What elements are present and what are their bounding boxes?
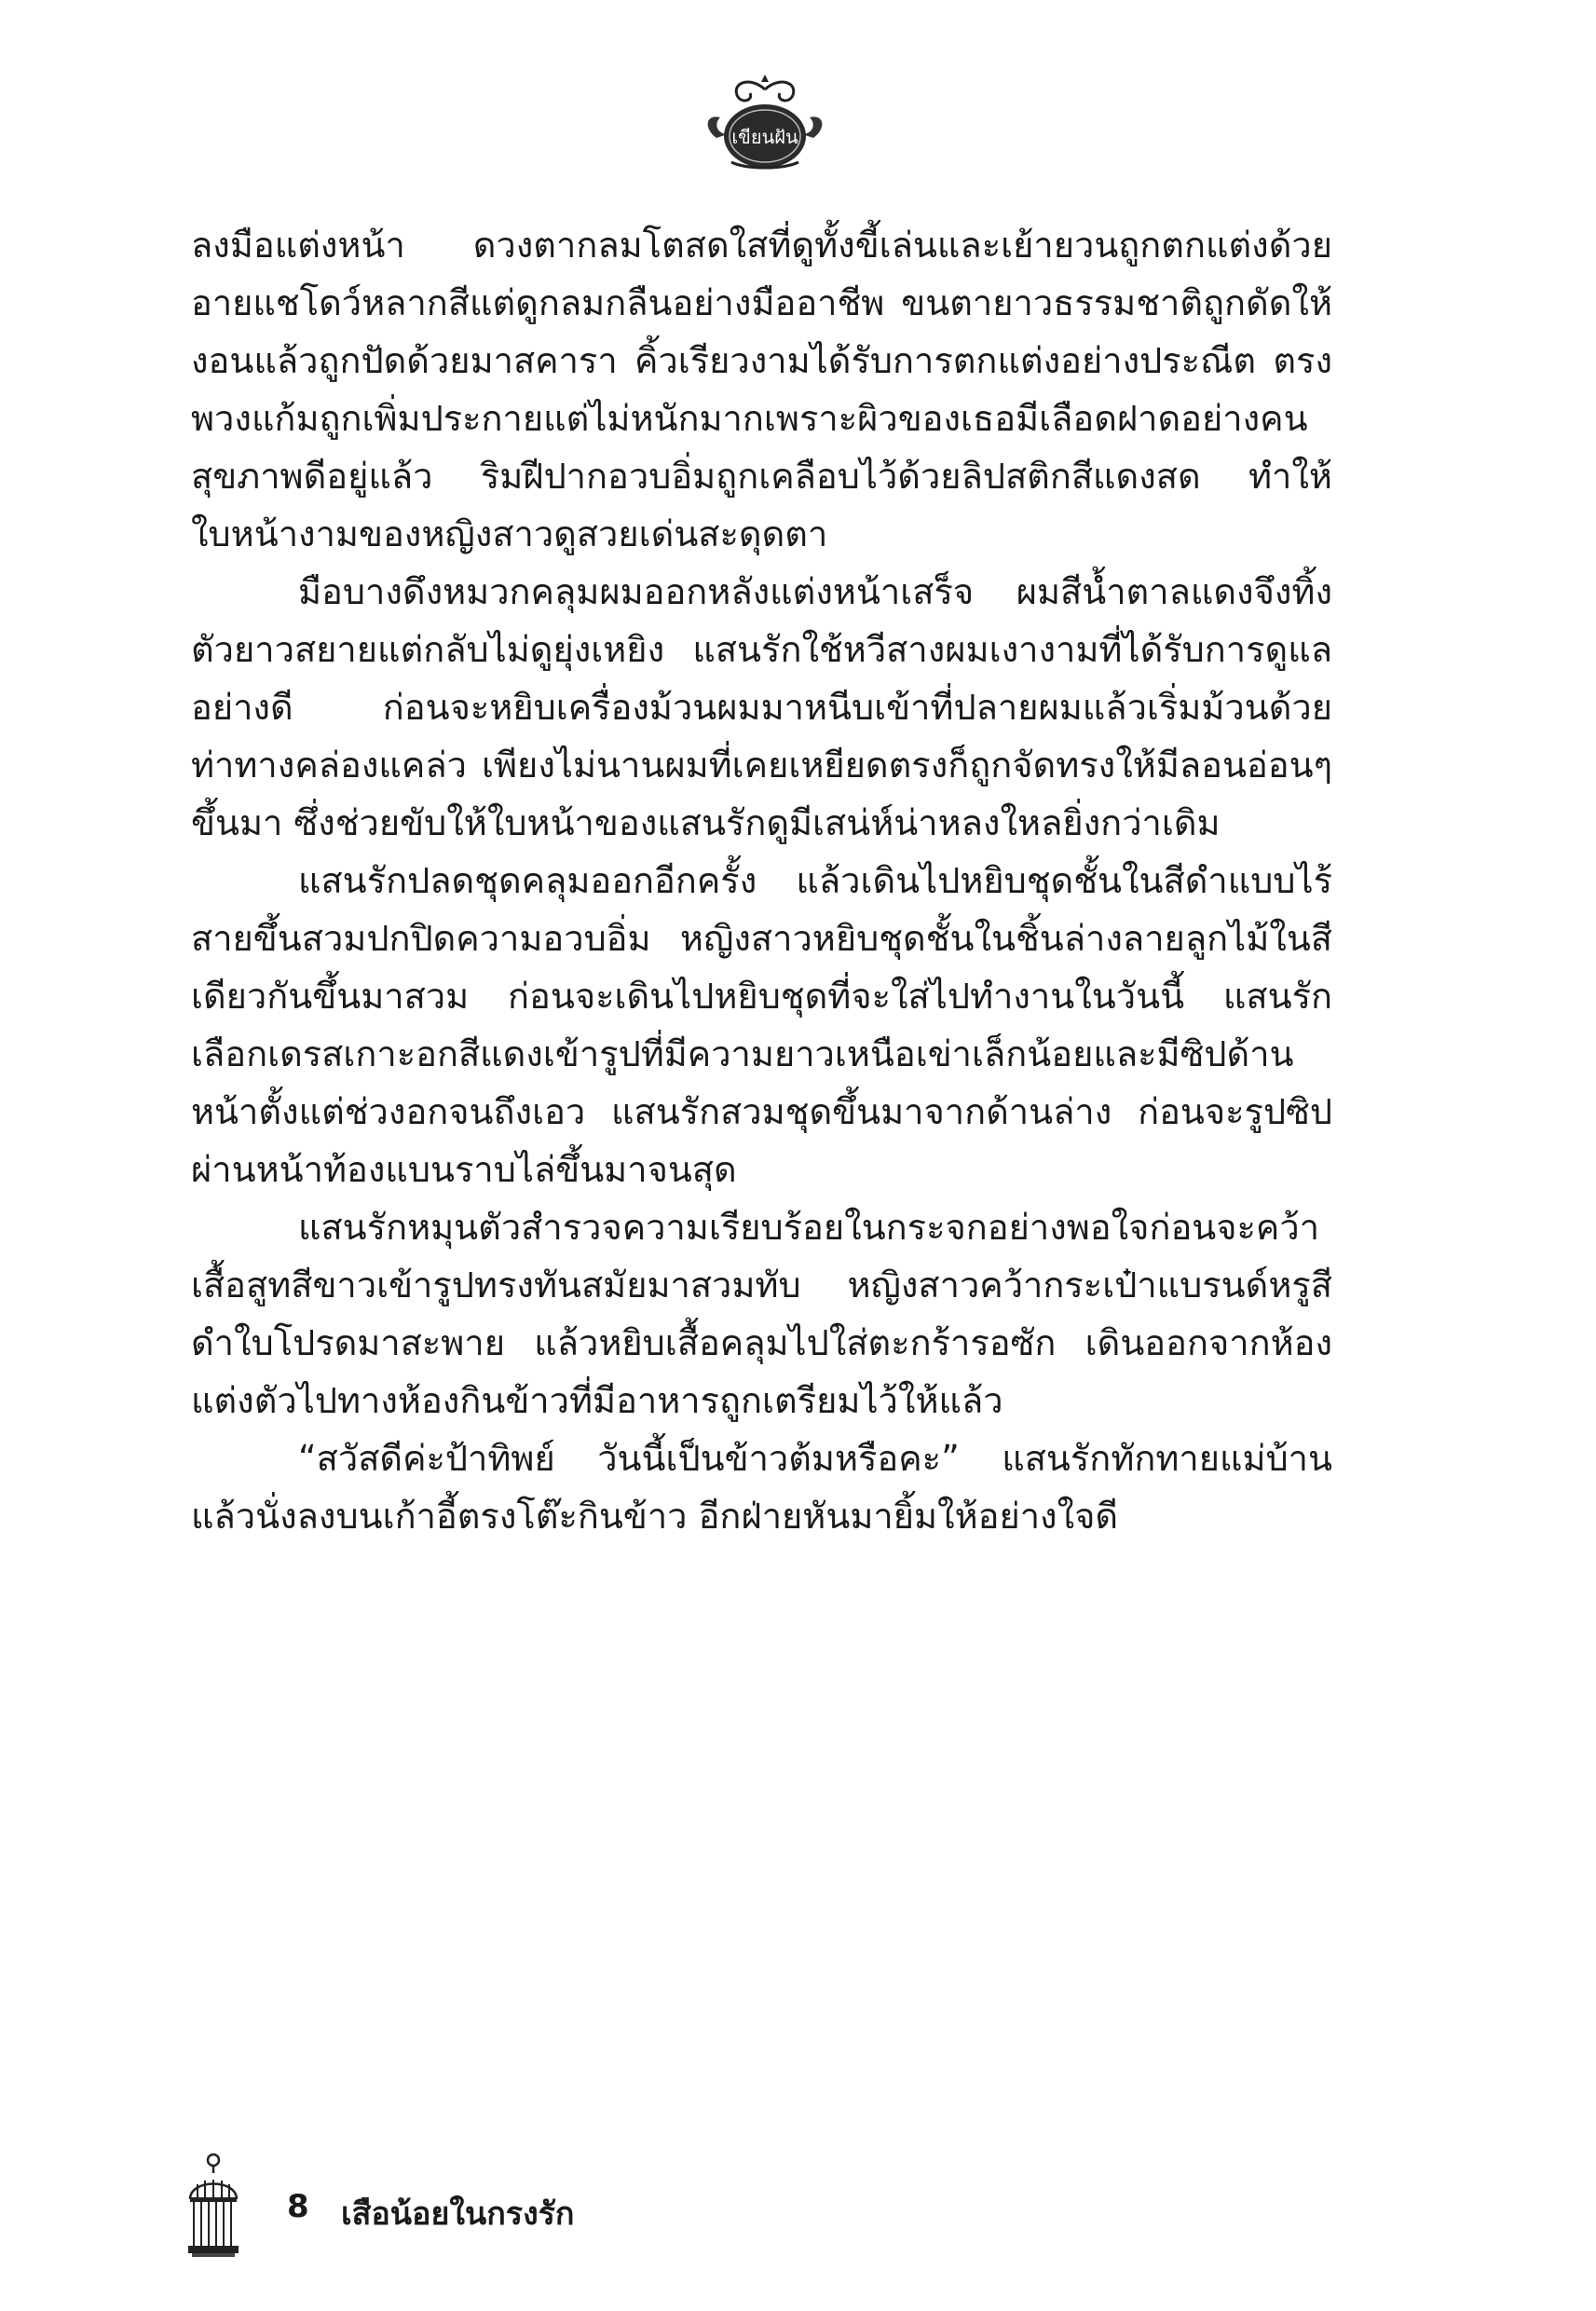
- paragraph-5: “สวัสดีค่ะป้าทิพย์ วันนี้เป็นข้าวต้มหรือคะ” แสนรักทักทายแม่บ้านแล้วนั่งลงบนเก้าอี้ตรงโต๊ะกินข้าว อีกฝ่ายหันมายิ้มให้อย่างใจดี: [191, 1438, 1332, 1537]
- paragraph-1: ลงมือแต่งหน้า ดวงตากลมโตสดใสที่ดูทั้งขี้เล่นและเย้ายวนถูกตกแต่งด้วยอายแชโดว์หลากสีแต่ดูกลมกลืนอย่างมืออาชีพ ขนตายาวธรรมชาติถูกดัดให้งอนแล้วถูกปัดด้วยมาสคารา คิ้วเรียวงามได้รับการตกแต่งอย่างประณีต ตรงพวงแก้มถูกเพิ่มประกายแต่ไม่หนักมากเพราะผิวของเธอมีเลือดฝาดอย่างคนสุขภาพดีอยู่แล้ว ริมฝีปากอวบอิ่มถูกเคลือบไว้ด้วยลิปสติกสีแดงสด ทำให้ใบหน้างามของหญิงสาวดูสวยเด่นสะดุดตา: [191, 225, 1332, 554]
- book-title: เสือน้อยในกรงรัก: [341, 2195, 575, 2233]
- birdcage-icon: [184, 2153, 242, 2261]
- paragraph-4: แสนรักหมุนตัวสำรวจความเรียบร้อยในกระจกอย่างพอใจก่อนจะคว้าเสื้อสูทสีขาวเข้ารูปทรงทันสมัยมาสวมทับ หญิงสาวคว้ากระเป๋าแบรนด์หรูสีดำใบโปรดมาสะพาย แล้วหยิบเสื้อคลุมไปใส่ตะกร้ารอซัก เดินออกจากห้องแต่งตัวไปทางห้องกินข้าวที่มีอาหารถูกเตรียมไว้ให้แล้ว: [191, 1207, 1332, 1421]
- emblem-text: เขียนฝัน: [731, 126, 798, 148]
- paragraph-3: แสนรักปลดชุดคลุมออกอีกครั้ง แล้วเดินไปหยิบชุดชั้นในสีดำแบบไร้สายขึ้นสวมปกปิดความอวบอิ่ม หญิงสาวหยิบชุดชั้นในชิ้นล่างลายลูกไม้ในสีเดียวกันขึ้นมาสวม ก่อนจะเดินไปหยิบชุดที่จะใส่ไปทำงานในวันนี้ แสนรักเลือกเดรสเกาะอกสีแดงเข้ารูปที่มีความยาวเหนือเข่าเล็กน้อยและมีซิปด้านหน้าตั้งแต่ช่วงอกจนถึงเอว แสนรักสวมชุดขึ้นมาจากด้านล่าง ก่อนจะรูปซิปผ่านหน้าท้องแบนราบไล่ขึ้นมาจนสุด: [191, 860, 1332, 1190]
- paragraph-2: มือบางดึงหมวกคลุมผมออกหลังแต่งหน้าเสร็จ ผมสีน้ำตาลแดงจึงทิ้งตัวยาวสยายแต่กลับไม่ดูยุ่งเหยิง แสนรักใช้หวีสางผมเงางามที่ได้รับการดูแลอย่างดี ก่อนจะหยิบเครื่องม้วนผมมาหนีบเข้าที่ปลายผมแล้วเริ่มม้วนด้วยท่าทางคล่องแคล่ว เพียงไม่นานผมที่เคยเหยียดตรงก็ถูกจัดทรงให้มีลอนอ่อนๆ ขึ้นมา ซึ่งช่วยขับให้ใบหน้าของแสนรักดูมีเสน่ห์น่าหลงใหลยิ่งกว่าเดิม: [191, 571, 1332, 843]
- page-footer: [184, 2153, 669, 2264]
- ornamental-crest-icon: [700, 73, 830, 173]
- body-text: [191, 216, 1332, 1545]
- page-number: 8: [287, 2188, 309, 2225]
- header-emblem: [700, 73, 830, 173]
